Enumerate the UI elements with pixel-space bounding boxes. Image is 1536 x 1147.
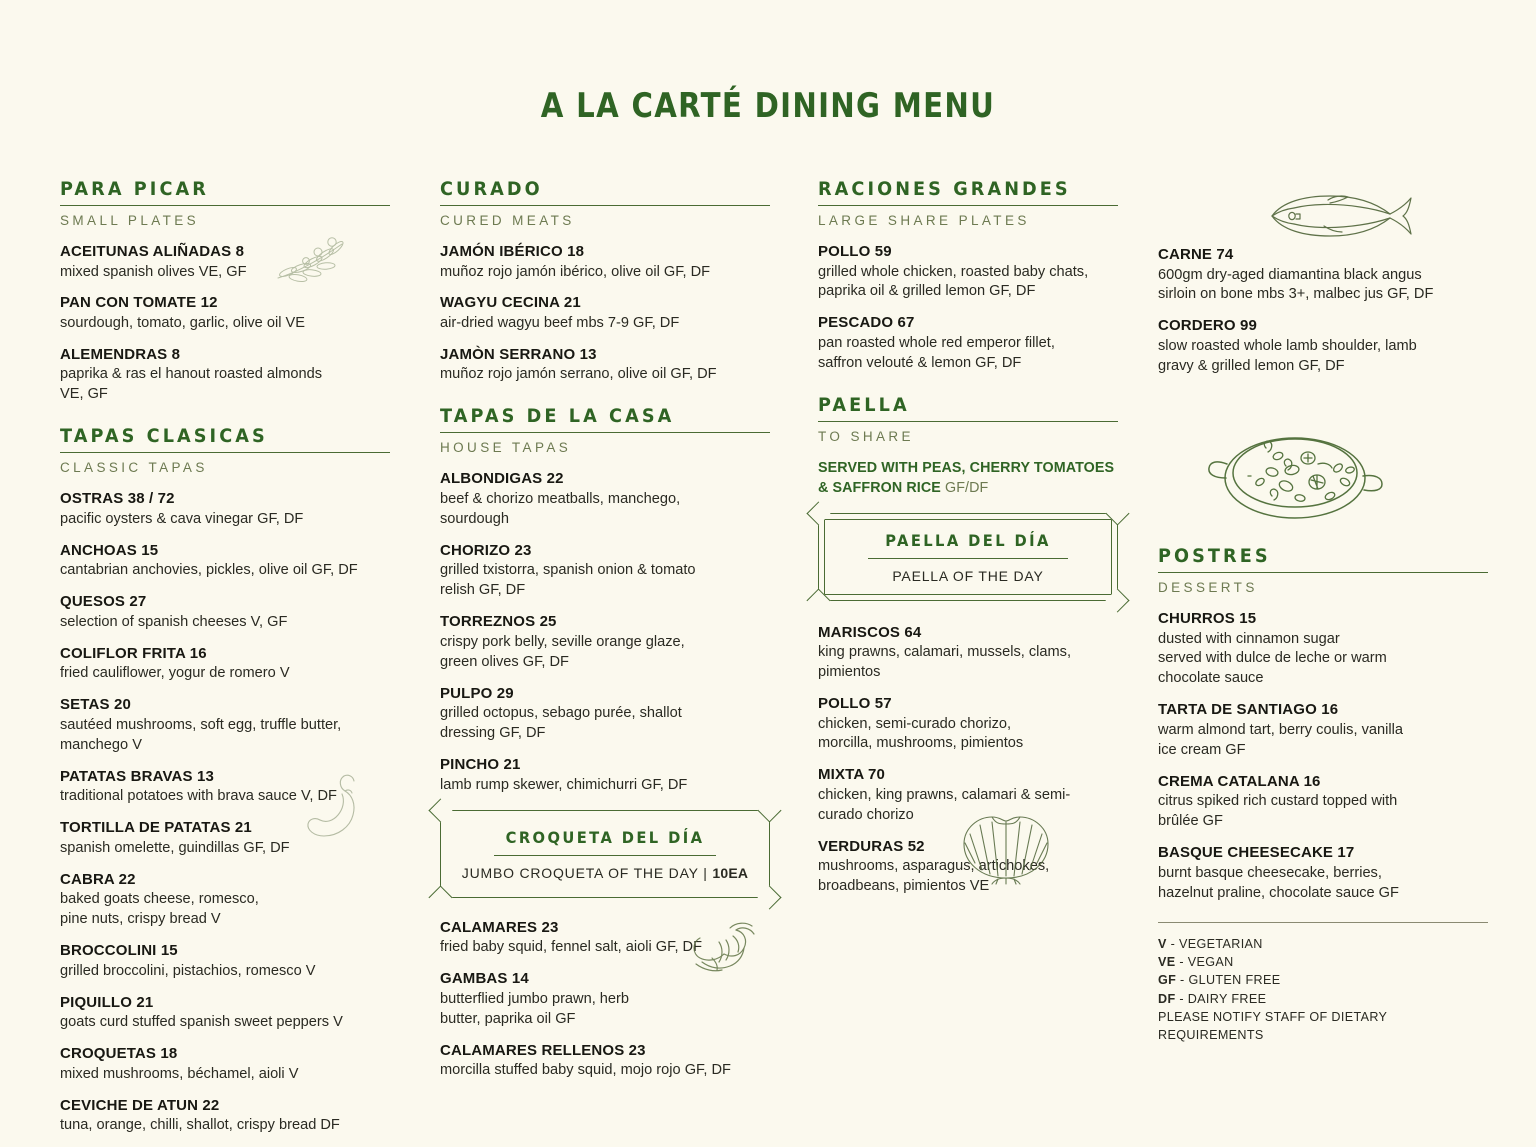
menu-item bbox=[1158, 772, 1488, 832]
item-list bbox=[60, 242, 390, 405]
menu-item-name: BROCCOLINI 15 bbox=[60, 942, 178, 960]
menu-item-name: POLLO 59 bbox=[818, 243, 892, 260]
section-title: RACIONES GRANDES bbox=[818, 178, 1071, 200]
legend-item: VE - VEGAN bbox=[1158, 955, 1234, 970]
menu-item bbox=[1158, 245, 1488, 305]
menu-column-4-postres bbox=[1158, 545, 1488, 1044]
item-list bbox=[818, 242, 1118, 374]
legend-code: V bbox=[1158, 936, 1167, 951]
menu-item-description: lamb rump skewer, chimichurri GF, DF bbox=[440, 776, 688, 793]
legend-code: GF bbox=[1158, 973, 1177, 988]
menu-item bbox=[60, 345, 390, 405]
menu-item-description: tuna, orange, chilli, shallot, crispy bread DF bbox=[60, 1117, 340, 1134]
menu-item bbox=[1158, 700, 1488, 760]
section-subtitle: SMALL PLATES bbox=[60, 213, 200, 228]
section-subtitle: CURED MEATS bbox=[440, 213, 575, 228]
menu-item-name: BASQUE CHEESECAKE 17 bbox=[1158, 844, 1355, 862]
menu-item bbox=[60, 1044, 390, 1084]
menu-item-name: TARTA DE SANTIAGO 16 bbox=[1158, 701, 1339, 719]
section-title: CURADO bbox=[440, 178, 543, 200]
menu-item-name: JAMÓN IBÉRICO 18 bbox=[440, 243, 585, 260]
corner-notch bbox=[757, 798, 781, 822]
menu-item-description: muñoz rojo jamón ibérico, olive oil GF, DF bbox=[440, 263, 711, 280]
corner-notch bbox=[806, 501, 830, 525]
dietary-legend bbox=[1158, 922, 1488, 1045]
menu-item-description: grilled txistorra, spanish onion & tomato relish GF, DF bbox=[440, 562, 696, 599]
menu-column-2 bbox=[440, 178, 770, 1092]
menu-item bbox=[60, 293, 390, 333]
menu-item-description: slow roasted whole lamb shoulder, lamb gravy & grilled lemon GF, DF bbox=[1158, 337, 1417, 374]
menu-item bbox=[60, 993, 390, 1033]
menu-item-name: TORTILLA DE PATATAS 21 bbox=[60, 819, 252, 837]
menu-item-name: MIXTA 70 bbox=[818, 766, 886, 784]
paella-note-tag: GF/DF bbox=[945, 480, 989, 497]
section-title: POSTRES bbox=[1158, 545, 1271, 567]
menu-item-description: warm almond tart, berry coulis, vanilla ice cream GF bbox=[1158, 721, 1403, 758]
menu-item-name: PAN CON TOMATE 12 bbox=[60, 294, 218, 312]
menu-item-name: CARNE 74 bbox=[1158, 246, 1234, 263]
menu-item-description: mushrooms, asparagus, artichokes, broadbeans, pimientos VE bbox=[818, 858, 1050, 895]
menu-item-description: citrus spiked rich custard topped with brûlée GF bbox=[1158, 793, 1398, 830]
menu-item bbox=[1158, 609, 1488, 689]
menu-item bbox=[440, 1041, 770, 1081]
menu-item bbox=[60, 541, 390, 581]
menu-item-description: chicken, semi-curado chorizo, morcilla, mushrooms, pimientos bbox=[818, 715, 1024, 752]
menu-column-1 bbox=[60, 178, 390, 1147]
menu-item-description: fried cauliflower, yogur de romero V bbox=[60, 665, 290, 682]
menu-item bbox=[60, 1096, 390, 1136]
corner-notch bbox=[806, 588, 830, 612]
menu-item bbox=[60, 695, 390, 755]
menu-item bbox=[60, 644, 390, 684]
section-tapas-clasicas bbox=[60, 425, 390, 1136]
menu-item-description: king prawns, calamari, mussels, clams, pimientos bbox=[818, 644, 1072, 681]
section-tapas-de-la-casa bbox=[440, 405, 770, 1081]
menu-item bbox=[1158, 316, 1488, 376]
menu-item-name: CALAMARES RELLENOS 23 bbox=[440, 1041, 646, 1059]
menu-item bbox=[60, 818, 390, 858]
section-title: PARA PICAR bbox=[60, 178, 209, 200]
feature-title: CROQUETA DEL DÍA bbox=[505, 827, 705, 847]
menu-item-description: cantabrian anchovies, pickles, olive oil GF, DF bbox=[60, 562, 358, 579]
menu-item-description: air-dried wagyu beef mbs 7-9 GF, DF bbox=[440, 314, 680, 331]
menu-item-name: CEVICHE DE ATUN 22 bbox=[60, 1096, 220, 1114]
section-para-picar bbox=[60, 178, 390, 405]
menu-item-description: dusted with cinnamon sugar served with dulce de leche or warm chocolate sauce bbox=[1158, 630, 1387, 687]
menu-item-name: SETAS 20 bbox=[60, 696, 131, 714]
feature-divider bbox=[494, 855, 716, 856]
legend-code: DF bbox=[1158, 991, 1176, 1006]
legend-item: DF - DAIRY FREE bbox=[1158, 991, 1267, 1006]
menu-item-description: sourdough, tomato, garlic, olive oil VE bbox=[60, 314, 305, 331]
menu-item-description: fried baby squid, fennel salt, aioli GF, DF bbox=[440, 939, 703, 956]
paella-del-dia-box bbox=[818, 513, 1118, 601]
menu-item bbox=[60, 767, 390, 807]
menu-item bbox=[818, 242, 1118, 302]
menu-item-description: mixed mushrooms, béchamel, aioli V bbox=[60, 1065, 299, 1082]
menu-item bbox=[1158, 843, 1488, 903]
menu-item-name: PIQUILLO 21 bbox=[60, 993, 154, 1011]
legend-item: V - VEGETARIAN bbox=[1158, 936, 1263, 951]
menu-item-name: MARISCOS 64 bbox=[818, 623, 922, 641]
menu-item-description: baked goats cheese, romesco, pine nuts, crispy bread V bbox=[60, 891, 259, 928]
menu-item bbox=[440, 684, 770, 744]
menu-item-description: chicken, king prawns, calamari & semi- curado chorizo bbox=[818, 786, 1071, 823]
section-subtitle: DESSERTS bbox=[1158, 580, 1258, 595]
sardine-fish-icon bbox=[1264, 192, 1414, 240]
menu-item-description: crispy pork belly, seville orange glaze, green olives GF, DF bbox=[440, 633, 685, 670]
menu-item-description: selection of spanish cheeses V, GF bbox=[60, 613, 288, 630]
menu-item bbox=[818, 837, 1118, 897]
menu-item-name: PATATAS BRAVAS 13 bbox=[60, 767, 214, 785]
section-subtitle: TO SHARE bbox=[818, 428, 914, 444]
menu-item bbox=[818, 765, 1118, 825]
menu-item-description: pacific oysters & cava vinegar GF, DF bbox=[60, 510, 304, 527]
menu-item-name: JAMÒN SERRANO 13 bbox=[440, 345, 597, 363]
section-divider bbox=[1158, 572, 1488, 573]
item-list bbox=[60, 489, 390, 1136]
menu-item-description: butterflied jumbo prawn, herb butter, paprika oil GF bbox=[440, 990, 630, 1027]
feature-divider bbox=[868, 558, 1068, 559]
section-divider bbox=[440, 432, 770, 433]
menu-item bbox=[60, 870, 390, 930]
menu-item-name: ALEMENDRAS 8 bbox=[60, 345, 181, 363]
legend-divider bbox=[1158, 922, 1488, 923]
menu-item bbox=[440, 293, 770, 333]
menu-item bbox=[60, 592, 390, 632]
item-list bbox=[818, 623, 1118, 898]
legend-footer: PLEASE NOTIFY STAFF OF DIETARY REQUIREMENTS bbox=[1158, 1009, 1388, 1043]
item-list bbox=[1158, 245, 1488, 377]
menu-item bbox=[440, 469, 770, 529]
menu-item bbox=[60, 242, 390, 282]
section-title: TAPAS DE LA CASA bbox=[440, 405, 675, 428]
page-title: A LA CARTÉ DINING MENU bbox=[540, 86, 996, 126]
item-list bbox=[1158, 609, 1488, 904]
menu-item bbox=[440, 918, 770, 958]
menu-column-4 bbox=[1158, 245, 1488, 388]
menu-item bbox=[440, 345, 770, 385]
item-list bbox=[440, 242, 770, 385]
section-title: PAELLA bbox=[818, 393, 910, 416]
menu-item-name: WAGYU CECINA 21 bbox=[440, 294, 581, 312]
menu-item-name: COLIFLOR FRITA 16 bbox=[60, 644, 207, 662]
menu-item-description: grilled broccolini, pistachios, romesco V bbox=[60, 962, 316, 979]
menu-item-name: CHORIZO 23 bbox=[440, 541, 532, 559]
corner-notch bbox=[1105, 501, 1129, 525]
menu-item-name: ANCHOAS 15 bbox=[60, 541, 159, 559]
section-divider bbox=[818, 421, 1118, 422]
menu-item-name: PULPO 29 bbox=[440, 684, 514, 702]
menu-item-description: grilled whole chicken, roasted baby chats, paprika oil & grilled lemon GF, DF bbox=[818, 263, 1089, 300]
menu-item bbox=[60, 941, 390, 981]
menu-item-name: TORREZNOS 25 bbox=[440, 613, 557, 631]
menu-item-description: morcilla stuffed baby squid, mojo rojo GF, DF bbox=[440, 1062, 731, 1079]
croqueta-del-dia-box bbox=[440, 810, 770, 898]
menu-item-description: mixed spanish olives VE, GF bbox=[60, 263, 247, 280]
menu-item-description: sautéed mushrooms, soft egg, truffle butter, manchego V bbox=[60, 716, 342, 753]
menu-item bbox=[440, 242, 770, 282]
menu-item-name: CABRA 22 bbox=[60, 870, 136, 888]
menu-item-name: QUESOS 27 bbox=[60, 593, 147, 611]
menu-item-description: muñoz rojo jamón serrano, olive oil GF, DF bbox=[440, 366, 717, 383]
section-raciones-grandes bbox=[818, 178, 1118, 374]
menu-item-name: CORDERO 99 bbox=[1158, 317, 1258, 335]
menu-item-description: burnt basque cheesecake, berries, hazelnut praline, chocolate sauce GF bbox=[1158, 864, 1399, 901]
feature-subtitle: JUMBO CROQUETA OF THE DAY | 10EA bbox=[461, 864, 749, 881]
menu-item-description: pan roasted whole red emperor fillet, saffron velouté & lemon GF, DF bbox=[818, 334, 1055, 371]
menu-item-name: CROQUETAS 18 bbox=[60, 1045, 178, 1063]
paella-serving-note bbox=[818, 458, 1118, 499]
feature-subtitle: PAELLA OF THE DAY bbox=[892, 567, 1044, 584]
corner-notch bbox=[1105, 588, 1129, 612]
section-divider bbox=[60, 452, 390, 453]
menu-item bbox=[818, 694, 1118, 754]
menu-item-name: GAMBAS 14 bbox=[440, 970, 529, 988]
paella-note-text: SERVED WITH PEAS, CHERRY TOMATOES & SAFFRON RICE bbox=[818, 459, 1115, 497]
legend-item: GF - GLUTEN FREE bbox=[1158, 973, 1281, 988]
menu-item-name: CHURROS 15 bbox=[1158, 610, 1257, 627]
menu-item bbox=[60, 489, 390, 529]
corner-notch bbox=[428, 798, 452, 822]
menu-item-description: spanish omelette, guindillas GF, DF bbox=[60, 839, 290, 856]
menu-item-name: PESCADO 67 bbox=[818, 314, 915, 332]
menu-item bbox=[818, 623, 1118, 683]
menu-item bbox=[440, 612, 770, 672]
menu-item-description: beef & chorizo meatballs, manchego, sourdough bbox=[440, 490, 681, 527]
section-divider bbox=[440, 205, 770, 206]
menu-item-name: POLLO 57 bbox=[818, 695, 892, 712]
section-paella bbox=[818, 394, 1118, 897]
menu-item-name: ACEITUNAS ALIÑADAS 8 bbox=[60, 243, 245, 260]
legend-lines bbox=[1158, 935, 1488, 1008]
section-postres bbox=[1158, 545, 1488, 904]
feature-title: PAELLA DEL DÍA bbox=[885, 530, 1051, 550]
section-subtitle: HOUSE TAPAS bbox=[440, 440, 572, 456]
section-title: TAPAS CLASICAS bbox=[60, 425, 268, 448]
menu-item-description: traditional potatoes with brava sauce V, DF bbox=[60, 788, 337, 805]
menu-item-name: CALAMARES 23 bbox=[440, 918, 559, 936]
menu-item-description: 600gm dry-aged diamantina black angus sirloin on bone mbs 3+, malbec jus GF, DF bbox=[1158, 266, 1434, 303]
menu-item-description: paprika & ras el hanout roasted almonds VE, GF bbox=[60, 366, 323, 403]
menu-item-description: grilled octopus, sebago purée, shallot dressing GF, DF bbox=[440, 705, 682, 742]
menu-item-description: goats curd stuffed spanish sweet peppers V bbox=[60, 1014, 343, 1031]
section-divider bbox=[60, 205, 390, 206]
legend-code: VE bbox=[1158, 955, 1176, 970]
menu-item bbox=[440, 541, 770, 601]
corner-notch bbox=[428, 885, 452, 909]
section-subtitle: LARGE SHARE PLATES bbox=[818, 213, 1030, 228]
corner-notch bbox=[757, 885, 781, 909]
item-list bbox=[440, 469, 770, 795]
menu-item-name: VERDURAS 52 bbox=[818, 837, 925, 855]
section-curado bbox=[440, 178, 770, 385]
menu-item-name: OSTRAS 38 / 72 bbox=[60, 490, 175, 508]
feature-price: 10EA bbox=[712, 864, 749, 881]
menu-item bbox=[818, 313, 1118, 373]
menu-item-name: CREMA CATALANA 16 bbox=[1158, 772, 1321, 790]
menu-item bbox=[440, 969, 770, 1029]
section-subtitle: CLASSIC TAPAS bbox=[60, 460, 208, 476]
menu-item-name: PINCHO 21 bbox=[440, 756, 521, 774]
item-list bbox=[440, 918, 770, 1081]
menu-column-3 bbox=[818, 178, 1118, 908]
menu-item bbox=[440, 755, 770, 795]
section-divider bbox=[818, 205, 1118, 206]
menu-item-name: ALBONDIGAS 22 bbox=[440, 470, 564, 488]
paella-pan-icon bbox=[1200, 420, 1390, 530]
